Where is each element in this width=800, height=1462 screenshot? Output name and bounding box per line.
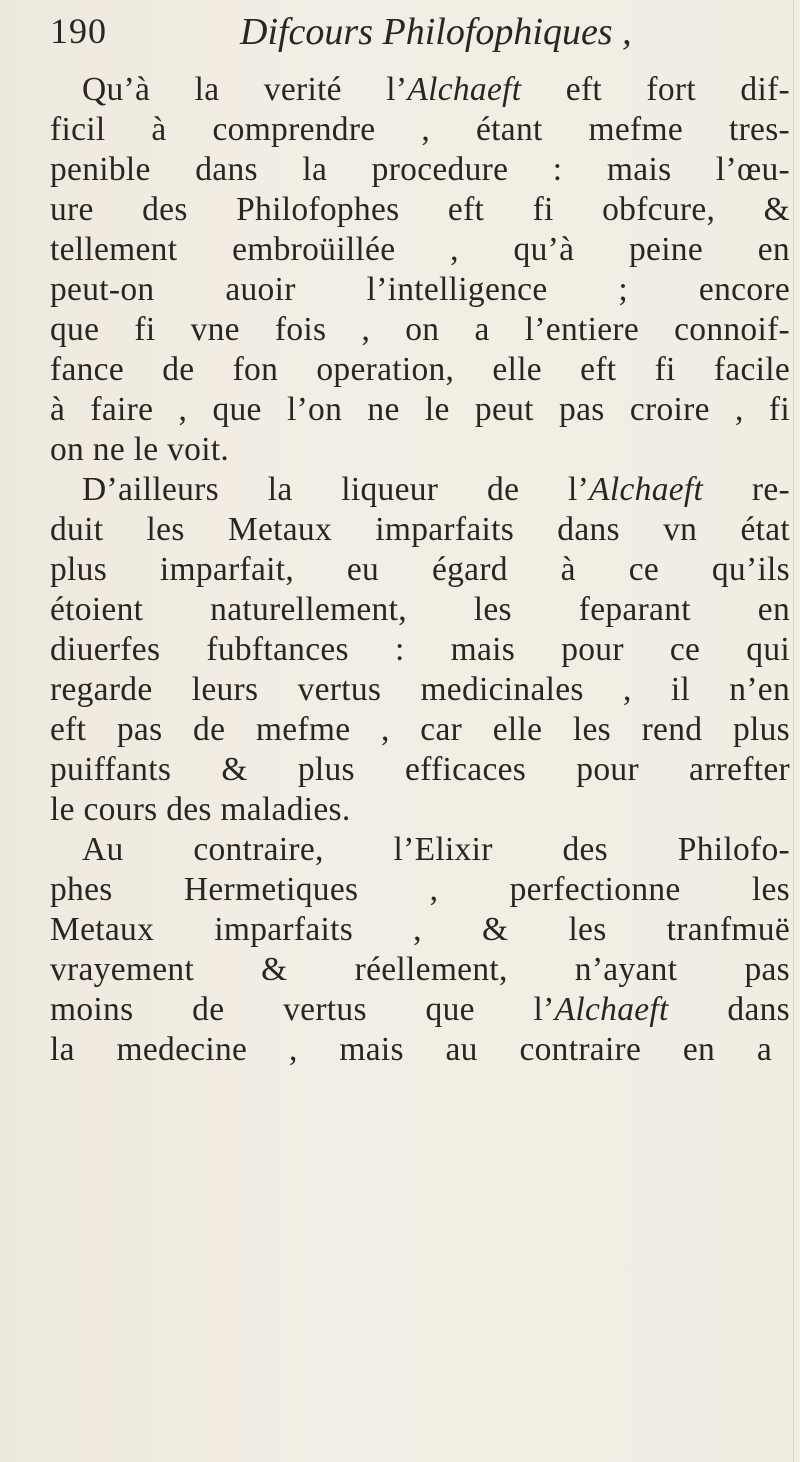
text-line: à faire , que l’on ne le peut pas croire , fi	[50, 391, 790, 428]
text-line: moins de vertus que l’Alchaeft dans	[50, 991, 790, 1028]
text-line: Metaux imparfaits , & les tranfmuë	[50, 911, 790, 948]
page-edge	[793, 0, 794, 1462]
text-line: tellement embroüillée , qu’à peine en	[50, 231, 790, 268]
running-title: Difcours Philofophiques ,	[240, 11, 632, 53]
text-line: D’ailleurs la liqueur de l’Alchaeft re-	[82, 471, 790, 508]
text-line: duit les Metaux imparfaits dans vn état	[50, 511, 790, 548]
text-line: penible dans la procedure : mais l’œu-	[50, 151, 790, 188]
text-line: la medecine , mais au contraire en a	[50, 1031, 772, 1068]
text-line: puiffants & plus efficaces pour arrefter	[50, 751, 790, 788]
text-line: ure des Philofophes eft fi obfcure, &	[50, 191, 790, 228]
text-line: ficil à comprendre , étant mefme tres-	[50, 111, 790, 148]
text-line: phes Hermetiques , perfectionne les	[50, 871, 790, 908]
page-header	[50, 10, 750, 70]
text-line: plus imparfait, eu égard à ce qu’ils	[50, 551, 790, 588]
text-line: Au contraire, l’Elixir des Philofo-	[82, 831, 790, 868]
text-line: fance de fon operation, elle eft fi facile	[50, 351, 790, 388]
text-line: vrayement & réellement, n’ayant pas	[50, 951, 790, 988]
text-line: Qu’à la verité l’Alchaeft eft fort dif-	[82, 71, 790, 108]
body-text	[50, 70, 790, 1070]
text-line: que fi vne fois , on a l’entiere connoif-	[50, 311, 790, 348]
text-line: on ne le voit.	[50, 431, 230, 468]
text-line: regarde leurs vertus medicinales , il n’en	[50, 671, 790, 708]
text-line: le cours des maladies.	[50, 791, 351, 828]
text-line: étoient naturellement, les feparant en	[50, 591, 790, 628]
text-line: diuerfes fubftances : mais pour ce qui	[50, 631, 790, 668]
page-number: 190	[50, 11, 107, 51]
text-line: eft pas de mefme , car elle les rend plus	[50, 711, 790, 748]
text-line: peut-on auoir l’intelligence ; encore	[50, 271, 790, 308]
